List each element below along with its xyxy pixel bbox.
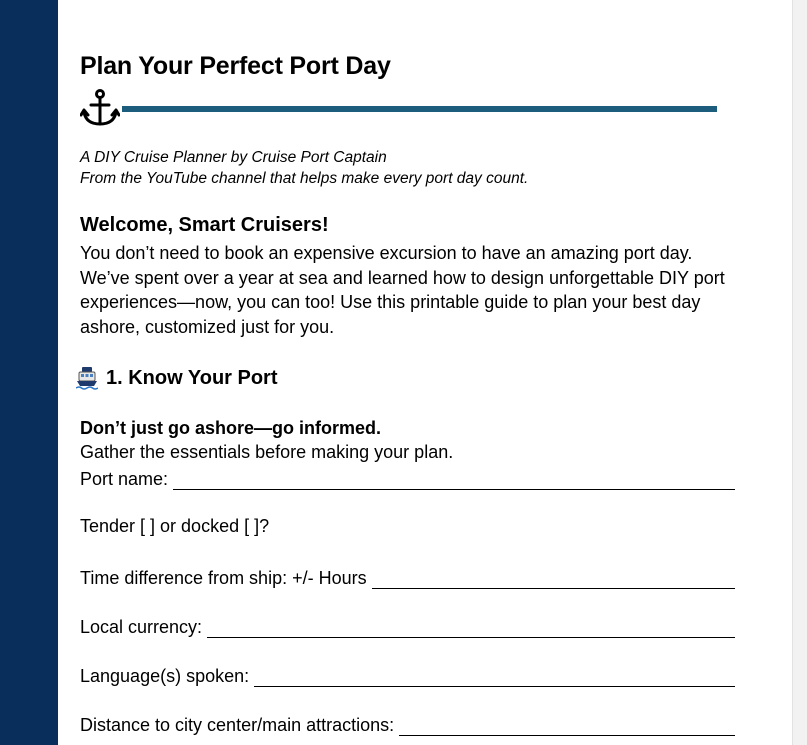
section-1-lead: Don’t just go ashore—go informed. bbox=[80, 418, 381, 438]
local-currency-field[interactable] bbox=[80, 614, 735, 638]
section-1-title: 1. Know Your Port bbox=[106, 366, 278, 389]
distance-blank[interactable] bbox=[399, 718, 735, 736]
local-currency-label: Local currency: bbox=[80, 617, 203, 637]
page-edge bbox=[792, 0, 807, 745]
left-sidebar-bar bbox=[0, 0, 58, 745]
port-name-field[interactable] bbox=[80, 466, 735, 490]
title-divider bbox=[80, 88, 720, 130]
section-1-heading bbox=[80, 366, 278, 390]
languages-field[interactable] bbox=[80, 663, 735, 687]
subtitle bbox=[80, 147, 528, 189]
welcome-paragraph: You don’t need to book an expensive excursion to have an amazing port day. We’ve spent over a year at sea and learned how to design unforgettable DIY port experiences—now, you can too! Use this printable guide to plan your best day ashore, customized just for you. bbox=[80, 243, 725, 337]
languages-label: Language(s) spoken: bbox=[80, 666, 250, 686]
languages-blank[interactable] bbox=[254, 669, 735, 687]
accent-rule bbox=[122, 106, 717, 112]
port-name-label: Port name: bbox=[80, 469, 169, 489]
time-difference-label: Time difference from ship: +/- Hours bbox=[80, 568, 367, 588]
page-title: Plan Your Perfect Port Day bbox=[80, 52, 391, 80]
time-difference-field[interactable] bbox=[80, 565, 735, 589]
tender-docked-question[interactable]: Tender [ ] or docked [ ]? bbox=[80, 516, 270, 536]
port-name-blank[interactable] bbox=[173, 472, 735, 490]
section-1-intro: Gather the essentials before making your plan. bbox=[80, 442, 454, 462]
welcome-heading: Welcome, Smart Cruisers! bbox=[80, 214, 329, 236]
distance-label: Distance to city center/main attractions: bbox=[80, 715, 395, 735]
local-currency-blank[interactable] bbox=[207, 620, 735, 638]
anchor-icon bbox=[80, 88, 120, 130]
distance-field[interactable] bbox=[80, 712, 735, 736]
ship-icon bbox=[76, 366, 98, 390]
subtitle-line-1: A DIY Cruise Planner by Cruise Port Captain bbox=[80, 149, 387, 166]
time-difference-blank[interactable] bbox=[372, 571, 735, 589]
subtitle-line-2: From the YouTube channel that helps make every port day count. bbox=[80, 170, 529, 187]
